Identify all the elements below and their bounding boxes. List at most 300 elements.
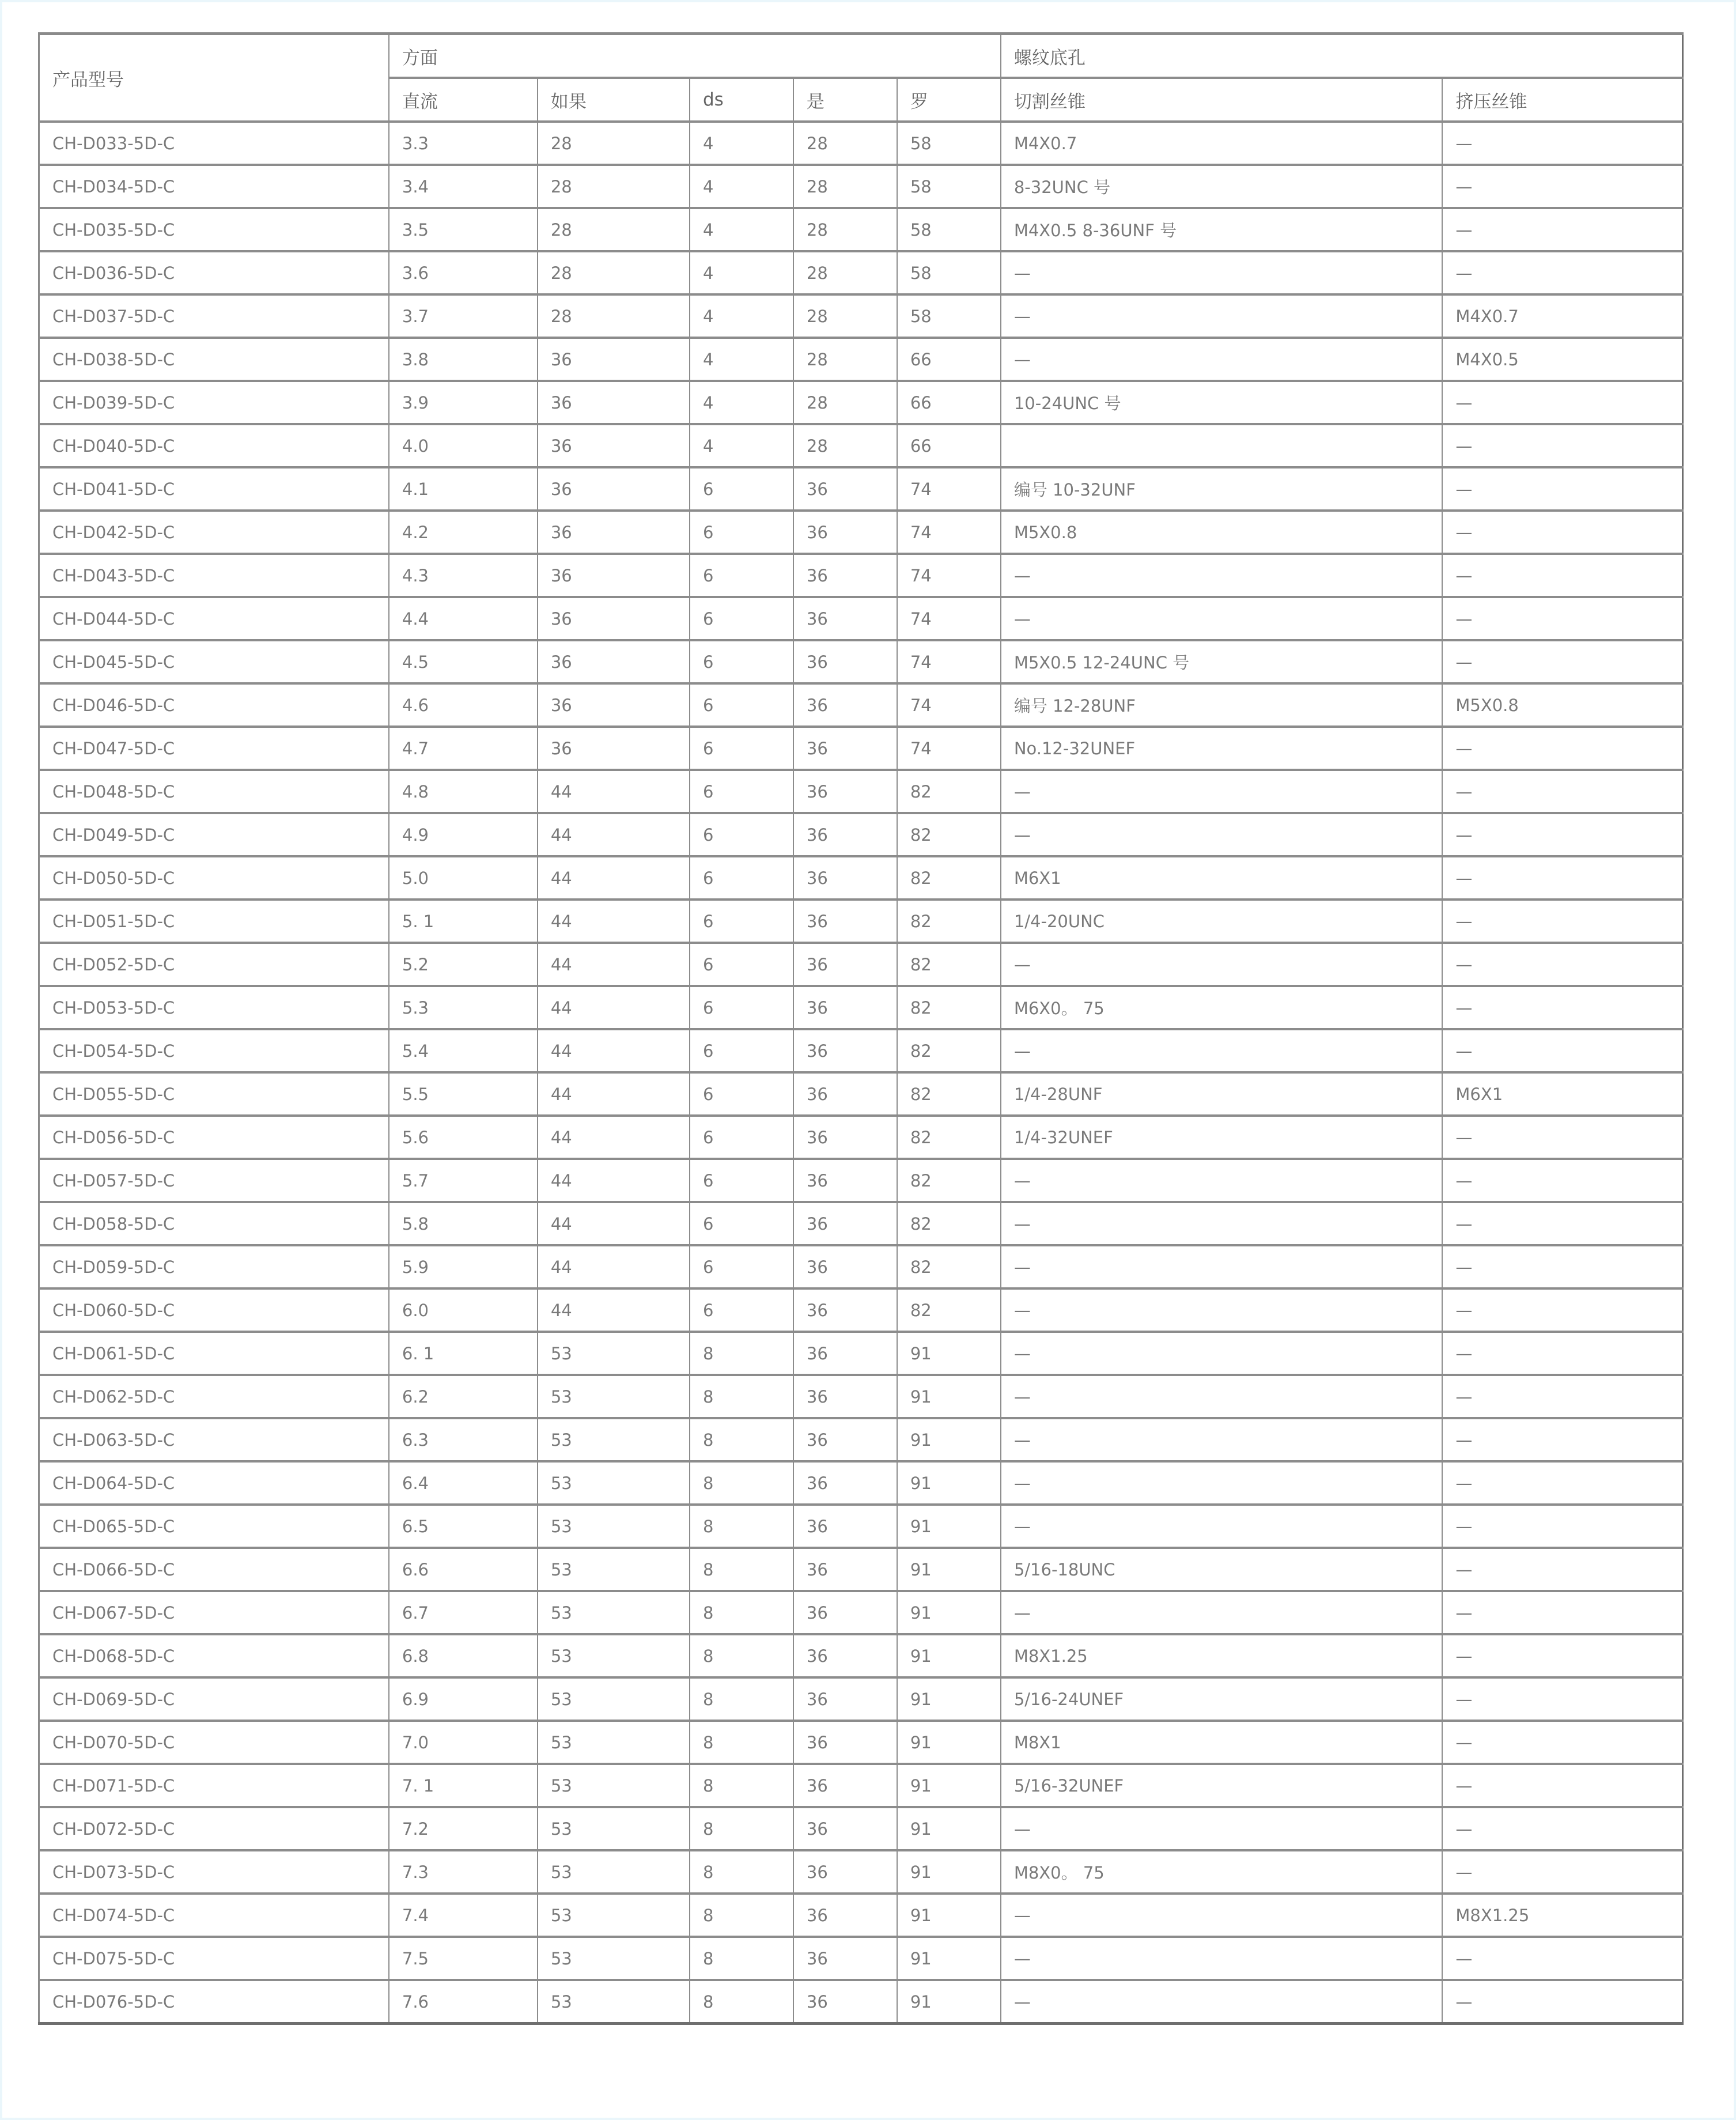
- cell-form-tap: —: [1442, 1677, 1682, 1721]
- table-row: [39, 1591, 1683, 1634]
- cell-cut-tap: —: [1001, 1591, 1443, 1634]
- cell-form-tap: —: [1442, 1591, 1682, 1634]
- cell-shi: 36: [793, 1461, 897, 1505]
- cell-form-tap: —: [1442, 1332, 1682, 1375]
- cell-luo: 58: [897, 122, 1001, 165]
- cell-form-tap: M6X1: [1442, 1072, 1682, 1116]
- table-row: [39, 1375, 1683, 1418]
- cell-shi: 28: [793, 165, 897, 208]
- cell-form-tap: —: [1442, 640, 1682, 683]
- cell-dc: 5.8: [389, 1202, 538, 1245]
- cell-cut-tap: —: [1001, 770, 1443, 813]
- cell-luo: 91: [897, 1937, 1001, 1980]
- cell-ruguo: 28: [538, 251, 690, 294]
- cell-ruguo: 53: [538, 1721, 690, 1764]
- cell-dc: 3.8: [389, 338, 538, 381]
- cell-ds: 6: [690, 1029, 793, 1072]
- cell-dc: 7.2: [389, 1807, 538, 1850]
- cell-luo: 58: [897, 294, 1001, 338]
- cell-ruguo: 44: [538, 1072, 690, 1116]
- table-row: [39, 1245, 1683, 1288]
- cell-cut-tap: No.12-32UNEF: [1001, 727, 1443, 770]
- table-row: [39, 122, 1683, 165]
- table-row: [39, 165, 1683, 208]
- cell-dc: 6.9: [389, 1677, 538, 1721]
- cell-form-tap: —: [1442, 1418, 1682, 1461]
- cell-form-tap: —: [1442, 770, 1682, 813]
- cell-shi: 28: [793, 122, 897, 165]
- cell-cut-tap: —: [1001, 1202, 1443, 1245]
- cell-ds: 8: [690, 1461, 793, 1505]
- header-ruguo: 如果: [538, 78, 690, 122]
- cell-ruguo: 44: [538, 1116, 690, 1159]
- cell-dc: 4.9: [389, 813, 538, 856]
- cell-model: CH-D063-5D-C: [39, 1418, 389, 1461]
- cell-form-tap: —: [1442, 1980, 1682, 2024]
- cell-ruguo: 36: [538, 554, 690, 597]
- cell-shi: 36: [793, 683, 897, 727]
- cell-shi: 36: [793, 467, 897, 511]
- cell-ruguo: 44: [538, 1202, 690, 1245]
- cell-ds: 6: [690, 900, 793, 943]
- table-row: [39, 1029, 1683, 1072]
- cell-ruguo: 36: [538, 683, 690, 727]
- cell-cut-tap: —: [1001, 338, 1443, 381]
- cell-cut-tap: —: [1001, 943, 1443, 986]
- cell-cut-tap: —: [1001, 1245, 1443, 1288]
- cell-cut-tap: 5/16-24UNEF: [1001, 1677, 1443, 1721]
- cell-ruguo: 36: [538, 727, 690, 770]
- cell-shi: 36: [793, 1980, 897, 2024]
- cell-cut-tap: —: [1001, 1029, 1443, 1072]
- cell-dc: 5.4: [389, 1029, 538, 1072]
- cell-model: CH-D049-5D-C: [39, 813, 389, 856]
- table-row: [39, 294, 1683, 338]
- cell-model: CH-D065-5D-C: [39, 1505, 389, 1548]
- cell-model: CH-D059-5D-C: [39, 1245, 389, 1288]
- cell-ds: 8: [690, 1677, 793, 1721]
- cell-ds: 8: [690, 1634, 793, 1677]
- cell-dc: 7.3: [389, 1850, 538, 1894]
- cell-model: CH-D056-5D-C: [39, 1116, 389, 1159]
- cell-dc: 3.7: [389, 294, 538, 338]
- table-row: [39, 683, 1683, 727]
- table-row: [39, 338, 1683, 381]
- cell-model: CH-D069-5D-C: [39, 1677, 389, 1721]
- cell-cut-tap: —: [1001, 251, 1443, 294]
- cell-shi: 36: [793, 640, 897, 683]
- table-row: [39, 1418, 1683, 1461]
- cell-shi: 36: [793, 1375, 897, 1418]
- cell-cut-tap: —: [1001, 294, 1443, 338]
- cell-cut-tap: —: [1001, 1288, 1443, 1332]
- cell-cut-tap: —: [1001, 1375, 1443, 1418]
- cell-ds: 8: [690, 1850, 793, 1894]
- cell-luo: 82: [897, 943, 1001, 986]
- cell-luo: 82: [897, 856, 1001, 900]
- spec-table: [38, 32, 1684, 2025]
- cell-ds: 6: [690, 1116, 793, 1159]
- cell-cut-tap: 8-32UNC 号: [1001, 165, 1443, 208]
- table-body: [39, 122, 1683, 2024]
- cell-form-tap: —: [1442, 856, 1682, 900]
- table-row: [39, 1116, 1683, 1159]
- table-row: [39, 467, 1683, 511]
- cell-ruguo: 53: [538, 1548, 690, 1591]
- cell-shi: 36: [793, 856, 897, 900]
- cell-form-tap: —: [1442, 1202, 1682, 1245]
- cell-luo: 74: [897, 467, 1001, 511]
- cell-form-tap: —: [1442, 1937, 1682, 1980]
- cell-ds: 6: [690, 727, 793, 770]
- cell-model: CH-D062-5D-C: [39, 1375, 389, 1418]
- cell-form-tap: —: [1442, 986, 1682, 1029]
- cell-form-tap: —: [1442, 597, 1682, 640]
- cell-luo: 82: [897, 1159, 1001, 1202]
- cell-cut-tap: M8X0。 75: [1001, 1850, 1443, 1894]
- cell-luo: 74: [897, 640, 1001, 683]
- cell-model: CH-D066-5D-C: [39, 1548, 389, 1591]
- cell-shi: 36: [793, 1548, 897, 1591]
- cell-form-tap: —: [1442, 727, 1682, 770]
- cell-dc: 5.9: [389, 1245, 538, 1288]
- table-row: [39, 856, 1683, 900]
- cell-cut-tap: —: [1001, 554, 1443, 597]
- cell-ds: 4: [690, 294, 793, 338]
- cell-form-tap: —: [1442, 1116, 1682, 1159]
- cell-ruguo: 44: [538, 900, 690, 943]
- cell-ds: 6: [690, 683, 793, 727]
- cell-ds: 6: [690, 856, 793, 900]
- cell-shi: 36: [793, 1634, 897, 1677]
- cell-model: CH-D076-5D-C: [39, 1980, 389, 2024]
- cell-shi: 36: [793, 1288, 897, 1332]
- cell-ruguo: 36: [538, 338, 690, 381]
- table-row: [39, 943, 1683, 986]
- table-row: [39, 511, 1683, 554]
- cell-dc: 6.8: [389, 1634, 538, 1677]
- header-group-thread: 螺纹底孔: [1001, 34, 1683, 78]
- cell-dc: 6. 1: [389, 1332, 538, 1375]
- header-luo: 罗: [897, 78, 1001, 122]
- cell-model: CH-D058-5D-C: [39, 1202, 389, 1245]
- cell-model: CH-D055-5D-C: [39, 1072, 389, 1116]
- cell-ds: 6: [690, 813, 793, 856]
- cell-ruguo: 44: [538, 1029, 690, 1072]
- cell-luo: 82: [897, 1072, 1001, 1116]
- cell-luo: 58: [897, 251, 1001, 294]
- cell-dc: 4.0: [389, 424, 538, 467]
- cell-dc: 6.4: [389, 1461, 538, 1505]
- cell-model: CH-D041-5D-C: [39, 467, 389, 511]
- cell-ds: 8: [690, 1807, 793, 1850]
- cell-form-tap: —: [1442, 381, 1682, 424]
- cell-model: CH-D050-5D-C: [39, 856, 389, 900]
- cell-ds: 8: [690, 1332, 793, 1375]
- cell-dc: 4.6: [389, 683, 538, 727]
- cell-model: CH-D047-5D-C: [39, 727, 389, 770]
- cell-model: CH-D037-5D-C: [39, 294, 389, 338]
- cell-ds: 4: [690, 165, 793, 208]
- cell-cut-tap: —: [1001, 597, 1443, 640]
- cell-ruguo: 53: [538, 1375, 690, 1418]
- cell-ruguo: 44: [538, 943, 690, 986]
- cell-form-tap: —: [1442, 1159, 1682, 1202]
- cell-luo: 82: [897, 900, 1001, 943]
- page: [2, 2, 1734, 2118]
- cell-cut-tap: 1/4-32UNEF: [1001, 1116, 1443, 1159]
- cell-model: CH-D072-5D-C: [39, 1807, 389, 1850]
- cell-form-tap: —: [1442, 1807, 1682, 1850]
- table-row: [39, 1288, 1683, 1332]
- cell-ds: 8: [690, 1937, 793, 1980]
- cell-ruguo: 53: [538, 1807, 690, 1850]
- cell-model: CH-D044-5D-C: [39, 597, 389, 640]
- cell-form-tap: —: [1442, 1721, 1682, 1764]
- cell-shi: 36: [793, 900, 897, 943]
- cell-form-tap: —: [1442, 900, 1682, 943]
- table-row: [39, 1159, 1683, 1202]
- cell-luo: 74: [897, 511, 1001, 554]
- cell-ruguo: 44: [538, 856, 690, 900]
- cell-dc: 3.9: [389, 381, 538, 424]
- cell-dc: 7.5: [389, 1937, 538, 1980]
- cell-shi: 36: [793, 1245, 897, 1288]
- cell-ruguo: 53: [538, 1634, 690, 1677]
- cell-model: CH-D036-5D-C: [39, 251, 389, 294]
- cell-luo: 74: [897, 727, 1001, 770]
- cell-form-tap: —: [1442, 1461, 1682, 1505]
- cell-luo: 91: [897, 1980, 1001, 2024]
- cell-form-tap: —: [1442, 424, 1682, 467]
- cell-model: CH-D043-5D-C: [39, 554, 389, 597]
- table-row: [39, 1461, 1683, 1505]
- cell-ds: 4: [690, 251, 793, 294]
- cell-ruguo: 44: [538, 1245, 690, 1288]
- cell-dc: 3.4: [389, 165, 538, 208]
- cell-form-tap: —: [1442, 554, 1682, 597]
- cell-luo: 58: [897, 208, 1001, 251]
- cell-ruguo: 53: [538, 1332, 690, 1375]
- cell-ruguo: 28: [538, 294, 690, 338]
- cell-dc: 5.0: [389, 856, 538, 900]
- cell-model: CH-D051-5D-C: [39, 900, 389, 943]
- cell-ds: 6: [690, 640, 793, 683]
- cell-luo: 91: [897, 1375, 1001, 1418]
- cell-shi: 28: [793, 338, 897, 381]
- cell-ds: 6: [690, 1072, 793, 1116]
- cell-shi: 36: [793, 1202, 897, 1245]
- table-row: [39, 424, 1683, 467]
- cell-ds: 6: [690, 554, 793, 597]
- cell-shi: 36: [793, 1764, 897, 1807]
- cell-dc: 6.5: [389, 1505, 538, 1548]
- cell-shi: 28: [793, 294, 897, 338]
- cell-shi: 28: [793, 208, 897, 251]
- cell-cut-tap: M6X1: [1001, 856, 1443, 900]
- cell-cut-tap: 5/16-32UNEF: [1001, 1764, 1443, 1807]
- cell-luo: 91: [897, 1764, 1001, 1807]
- cell-cut-tap: —: [1001, 1332, 1443, 1375]
- cell-form-tap: —: [1442, 1029, 1682, 1072]
- cell-model: CH-D054-5D-C: [39, 1029, 389, 1072]
- cell-cut-tap: —: [1001, 1980, 1443, 2024]
- cell-form-tap: —: [1442, 1764, 1682, 1807]
- cell-luo: 82: [897, 813, 1001, 856]
- cell-cut-tap: 1/4-20UNC: [1001, 900, 1443, 943]
- cell-luo: 82: [897, 770, 1001, 813]
- cell-ruguo: 53: [538, 1461, 690, 1505]
- cell-ds: 8: [690, 1548, 793, 1591]
- cell-ruguo: 36: [538, 424, 690, 467]
- cell-dc: 6.6: [389, 1548, 538, 1591]
- cell-luo: 82: [897, 1288, 1001, 1332]
- cell-dc: 3.6: [389, 251, 538, 294]
- table-row: [39, 208, 1683, 251]
- table-row: [39, 1332, 1683, 1375]
- cell-luo: 91: [897, 1332, 1001, 1375]
- cell-dc: 7.4: [389, 1894, 538, 1937]
- cell-form-tap: —: [1442, 1634, 1682, 1677]
- cell-form-tap: —: [1442, 467, 1682, 511]
- header-ds: ds: [690, 78, 793, 122]
- cell-form-tap: —: [1442, 1375, 1682, 1418]
- cell-model: CH-D075-5D-C: [39, 1937, 389, 1980]
- cell-ruguo: 44: [538, 770, 690, 813]
- cell-ruguo: 28: [538, 208, 690, 251]
- cell-dc: 5.7: [389, 1159, 538, 1202]
- cell-dc: 6.3: [389, 1418, 538, 1461]
- cell-form-tap: M4X0.7: [1442, 294, 1682, 338]
- cell-model: CH-D067-5D-C: [39, 1591, 389, 1634]
- cell-dc: 6.2: [389, 1375, 538, 1418]
- cell-form-tap: —: [1442, 1850, 1682, 1894]
- cell-ruguo: 44: [538, 1159, 690, 1202]
- table-row: [39, 900, 1683, 943]
- table-row: [39, 1721, 1683, 1764]
- cell-luo: 82: [897, 1029, 1001, 1072]
- cell-ds: 8: [690, 1418, 793, 1461]
- cell-dc: 5.5: [389, 1072, 538, 1116]
- cell-shi: 36: [793, 1116, 897, 1159]
- cell-ds: 6: [690, 511, 793, 554]
- cell-ruguo: 53: [538, 1591, 690, 1634]
- cell-model: CH-D038-5D-C: [39, 338, 389, 381]
- cell-cut-tap: —: [1001, 1937, 1443, 1980]
- cell-ds: 8: [690, 1721, 793, 1764]
- cell-shi: 28: [793, 251, 897, 294]
- cell-luo: 58: [897, 165, 1001, 208]
- cell-cut-tap: M8X1: [1001, 1721, 1443, 1764]
- cell-model: CH-D046-5D-C: [39, 683, 389, 727]
- cell-cut-tap: [1001, 424, 1443, 467]
- cell-shi: 36: [793, 554, 897, 597]
- cell-ds: 6: [690, 597, 793, 640]
- cell-form-tap: —: [1442, 122, 1682, 165]
- cell-luo: 91: [897, 1634, 1001, 1677]
- cell-form-tap: —: [1442, 943, 1682, 986]
- cell-model: CH-D052-5D-C: [39, 943, 389, 986]
- header-row-group: [39, 34, 1683, 78]
- cell-cut-tap: 10-24UNC 号: [1001, 381, 1443, 424]
- table-row: [39, 1505, 1683, 1548]
- cell-ruguo: 44: [538, 986, 690, 1029]
- cell-ruguo: 53: [538, 1418, 690, 1461]
- cell-ruguo: 36: [538, 381, 690, 424]
- header-form-tap: 挤压丝锥: [1442, 78, 1682, 122]
- cell-model: CH-D035-5D-C: [39, 208, 389, 251]
- cell-luo: 74: [897, 597, 1001, 640]
- table-row: [39, 1677, 1683, 1721]
- header-cut-tap: 切割丝锥: [1001, 78, 1443, 122]
- cell-shi: 36: [793, 597, 897, 640]
- cell-ds: 6: [690, 770, 793, 813]
- cell-shi: 36: [793, 1332, 897, 1375]
- cell-dc: 4.2: [389, 511, 538, 554]
- cell-ds: 8: [690, 1764, 793, 1807]
- cell-ruguo: 44: [538, 813, 690, 856]
- cell-ruguo: 28: [538, 122, 690, 165]
- cell-model: CH-D073-5D-C: [39, 1850, 389, 1894]
- cell-luo: 82: [897, 986, 1001, 1029]
- table-row: [39, 640, 1683, 683]
- header-dc: 直流: [389, 78, 538, 122]
- table-row: [39, 770, 1683, 813]
- cell-ds: 6: [690, 1245, 793, 1288]
- cell-dc: 7.6: [389, 1980, 538, 2024]
- cell-form-tap: M4X0.5: [1442, 338, 1682, 381]
- cell-shi: 36: [793, 1418, 897, 1461]
- cell-model: CH-D074-5D-C: [39, 1894, 389, 1937]
- cell-luo: 66: [897, 424, 1001, 467]
- cell-ruguo: 53: [538, 1505, 690, 1548]
- cell-luo: 91: [897, 1461, 1001, 1505]
- cell-cut-tap: —: [1001, 1418, 1443, 1461]
- cell-cut-tap: M8X1.25: [1001, 1634, 1443, 1677]
- cell-shi: 36: [793, 1807, 897, 1850]
- cell-dc: 3.3: [389, 122, 538, 165]
- table-row: [39, 1850, 1683, 1894]
- cell-dc: 4.1: [389, 467, 538, 511]
- cell-model: CH-D071-5D-C: [39, 1764, 389, 1807]
- cell-form-tap: M8X1.25: [1442, 1894, 1682, 1937]
- cell-ds: 6: [690, 1288, 793, 1332]
- cell-model: CH-D061-5D-C: [39, 1332, 389, 1375]
- cell-model: CH-D042-5D-C: [39, 511, 389, 554]
- table-row: [39, 1894, 1683, 1937]
- cell-shi: 36: [793, 1072, 897, 1116]
- cell-dc: 6.7: [389, 1591, 538, 1634]
- table-row: [39, 986, 1683, 1029]
- table-row: [39, 1937, 1683, 1980]
- cell-cut-tap: M5X0.8: [1001, 511, 1443, 554]
- cell-dc: 5.6: [389, 1116, 538, 1159]
- cell-luo: 82: [897, 1116, 1001, 1159]
- cell-shi: 36: [793, 1505, 897, 1548]
- table-row: [39, 1980, 1683, 2024]
- cell-shi: 36: [793, 511, 897, 554]
- cell-ruguo: 53: [538, 1894, 690, 1937]
- cell-dc: 5. 1: [389, 900, 538, 943]
- cell-shi: 36: [793, 943, 897, 986]
- table-row: [39, 1548, 1683, 1591]
- cell-dc: 7.0: [389, 1721, 538, 1764]
- cell-shi: 36: [793, 1591, 897, 1634]
- cell-cut-tap: —: [1001, 813, 1443, 856]
- cell-ds: 6: [690, 943, 793, 986]
- cell-cut-tap: 1/4-28UNF: [1001, 1072, 1443, 1116]
- cell-ruguo: 36: [538, 467, 690, 511]
